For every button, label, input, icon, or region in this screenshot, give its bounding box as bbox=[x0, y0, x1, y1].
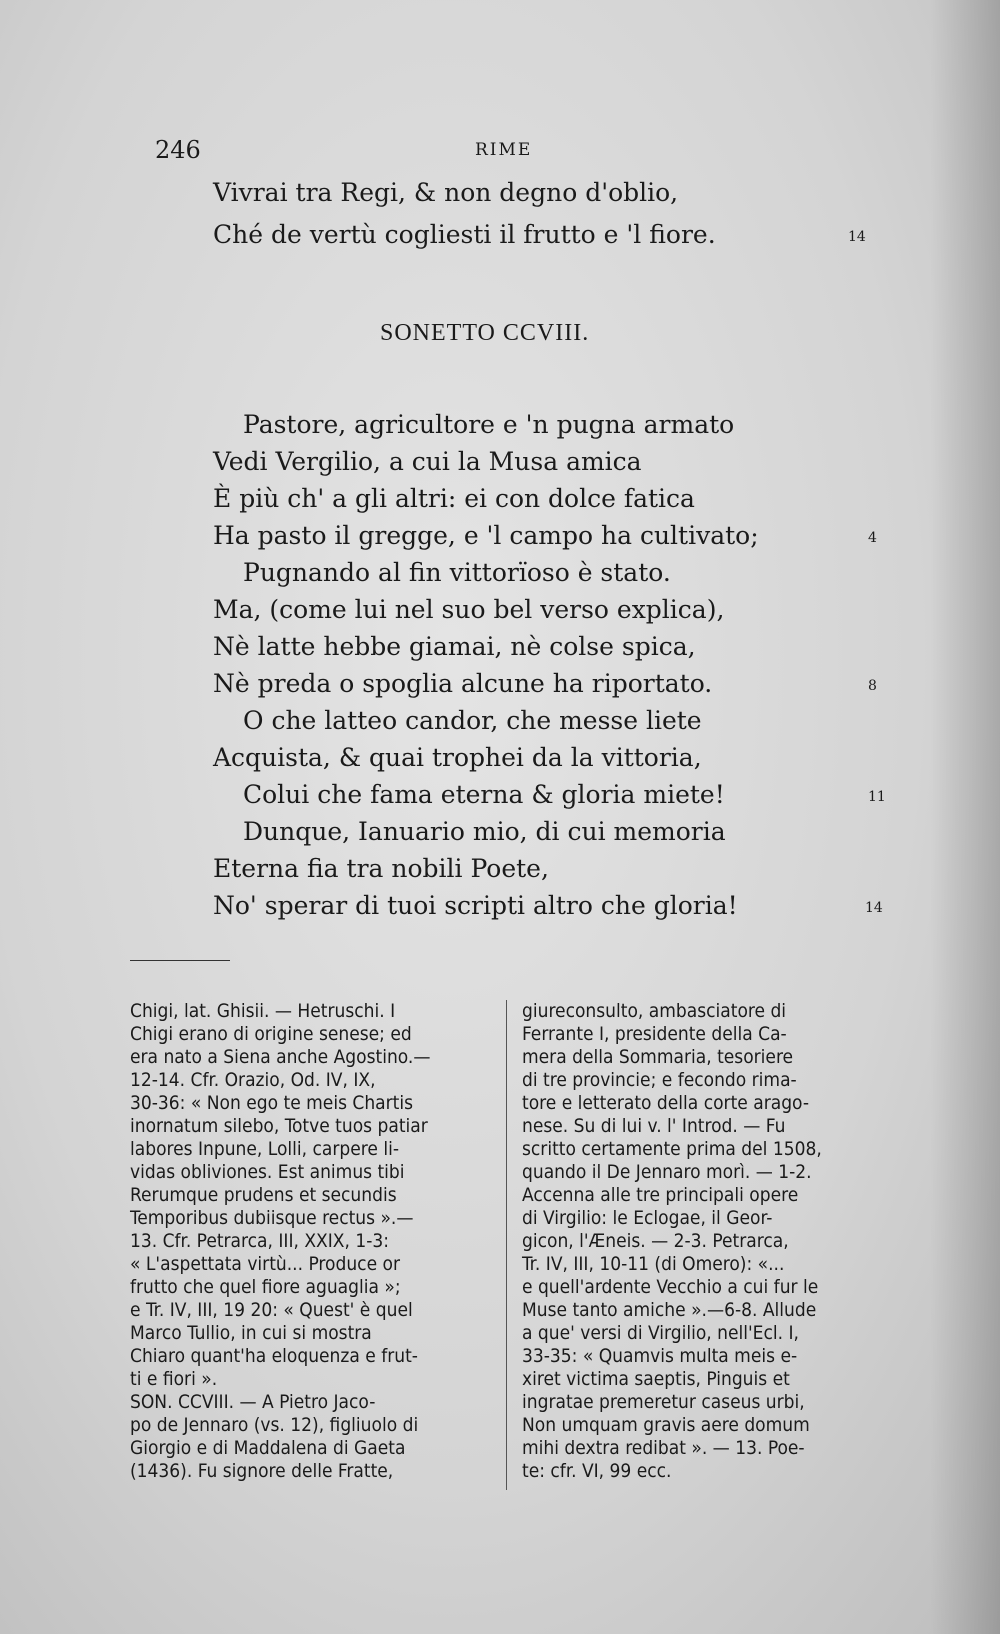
footnote-line: Accenna alle tre principali opere bbox=[522, 1184, 799, 1206]
footnote-line: « L'aspettata virtù... Produce or bbox=[130, 1253, 400, 1275]
line-number: 14 bbox=[848, 229, 866, 245]
footnote-line: (1436). Fu signore delle Fratte, bbox=[130, 1460, 394, 1482]
footnote-line: Giorgio e di Maddalena di Gaeta bbox=[130, 1437, 406, 1459]
footnote-line: Rerumque prudens et secundis bbox=[130, 1184, 397, 1206]
footnote-line: inornatum silebo, Totve tuos patiar bbox=[130, 1115, 428, 1137]
verse-line: Eterna fia tra nobili Poete, bbox=[213, 854, 549, 883]
verse-line: Nè preda o spoglia alcune ha riportato. bbox=[213, 669, 713, 698]
footnote-line: e quell'ardente Vecchio a cui fur le bbox=[522, 1276, 819, 1298]
footnote-line: 13. Cfr. Petrarca, III, XXIX, 1-3: bbox=[130, 1230, 390, 1252]
line-number: 14 bbox=[865, 900, 883, 916]
footnote-line: xiret victima saeptis, Pinguis et bbox=[522, 1368, 790, 1390]
footnote-line: frutto che quel fiore aguaglia »; bbox=[130, 1276, 401, 1298]
footnote-line: po de Jennaro (vs. 12), figliuolo di bbox=[130, 1414, 419, 1436]
footnote-line: a que' versi di Virgilio, nell'Ecl. I, bbox=[522, 1322, 799, 1344]
footnote-line: Temporibus dubiisque rectus ».— bbox=[130, 1207, 414, 1229]
footnote-line: ti e fiori ». bbox=[130, 1368, 218, 1390]
footnote-line: Marco Tullio, in cui si mostra bbox=[130, 1322, 372, 1344]
footnote-line: Chigi, lat. Ghisii. — Hetruschi. I bbox=[130, 1000, 396, 1022]
verse-line: È più ch' a gli altri: ei con dolce fatica bbox=[213, 484, 695, 513]
footnote-line: mera della Sommaria, tesoriere bbox=[522, 1046, 794, 1068]
page-gutter-shadow bbox=[930, 0, 1000, 1634]
footnote-line: gicon, l'Æneis. — 2-3. Petrarca, bbox=[522, 1230, 789, 1252]
footnote-line: quando il De Jennaro morì. — 1-2. bbox=[522, 1161, 812, 1183]
footnote-line: Ferrante I, presidente della Ca- bbox=[522, 1023, 787, 1045]
page-header bbox=[0, 136, 1000, 166]
line-number: 4 bbox=[868, 530, 877, 546]
footnote-line: Muse tanto amiche ».—6-8. Allude bbox=[522, 1299, 817, 1321]
verse-line: Ma, (come lui nel suo bel verso explica), bbox=[213, 595, 725, 624]
footnote-line: di Virgilio: le Eclogae, il Geor- bbox=[522, 1207, 773, 1229]
footnote-line: Chiaro quant'ha eloquenza e frut- bbox=[130, 1345, 418, 1367]
footnote-line: era nato a Siena anche Agostino.— bbox=[130, 1046, 431, 1068]
verse-line: Colui che fama eterna & gloria miete! bbox=[243, 780, 725, 809]
footnote-rule bbox=[130, 960, 230, 961]
footnote-line: nese. Su di lui v. l' Introd. — Fu bbox=[522, 1115, 786, 1137]
verse-line: No' sperar di tuoi scripti altro che gloria! bbox=[213, 891, 738, 920]
verse-line: Dunque, Ianuario mio, di cui memoria bbox=[243, 817, 726, 846]
footnote-line: di tre provincie; e fecondo rima- bbox=[522, 1069, 797, 1091]
footnote-line: giureconsulto, ambasciatore di bbox=[522, 1000, 787, 1022]
verse-line: Pastore, agricultore e 'n pugna armato bbox=[243, 410, 735, 439]
verse-line: Pugnando al fin vittorïoso è stato. bbox=[243, 558, 671, 587]
verse-line: Vedi Vergilio, a cui la Musa amica bbox=[213, 447, 642, 476]
footnote-line: 12-14. Cfr. Orazio, Od. IV, IX, bbox=[130, 1069, 376, 1091]
sonnet-title: SONETTO CCVIII. bbox=[380, 320, 590, 346]
footnote-line: Non umquam gravis aere domum bbox=[522, 1414, 810, 1436]
verse-line: Ché de vertù cogliesti il frutto e 'l fiore. bbox=[213, 220, 716, 249]
line-number: 11 bbox=[868, 789, 886, 805]
column-divider bbox=[506, 1000, 507, 1490]
footnote-line: e Tr. IV, III, 19 20: « Quest' è quel bbox=[130, 1299, 413, 1321]
verse-line: Ha pasto il gregge, e 'l campo ha cultivato; bbox=[213, 521, 759, 550]
verse-line: Vivrai tra Regi, & non degno d'oblio, bbox=[213, 178, 679, 207]
footnote-line: mihi dextra redibat ». — 13. Poe- bbox=[522, 1437, 805, 1459]
footnote-line: te: cfr. VI, 99 ecc. bbox=[522, 1460, 672, 1482]
running-head: RIME bbox=[475, 140, 533, 160]
footnote-line: vidas obliviones. Est animus tibi bbox=[130, 1161, 405, 1183]
page-number: 246 bbox=[155, 136, 201, 164]
footnote-line: scritto certamente prima del 1508, bbox=[522, 1138, 822, 1160]
footnote-line: SON. CCVIII. — A Pietro Jaco- bbox=[130, 1391, 376, 1413]
footnote-line: ingratae premeretur caseus urbi, bbox=[522, 1391, 805, 1413]
verse-line: Acquista, & quai trophei da la vittoria, bbox=[213, 743, 702, 772]
footnote-line: Chigi erano di origine senese; ed bbox=[130, 1023, 412, 1045]
footnote-line: Tr. IV, III, 10-11 (di Omero): «... bbox=[522, 1253, 785, 1275]
footnote-line: labores Inpune, Lolli, carpere li- bbox=[130, 1138, 400, 1160]
line-number: 8 bbox=[868, 678, 877, 694]
footnote-line: 30-36: « Non ego te meis Chartis bbox=[130, 1092, 414, 1114]
footnote-line: tore e letterato della corte arago- bbox=[522, 1092, 810, 1114]
footnote-line: 33-35: « Quamvis multa meis e- bbox=[522, 1345, 798, 1367]
verse-line: Nè latte hebbe giamai, nè colse spica, bbox=[213, 632, 696, 661]
verse-line: O che latteo candor, che messe liete bbox=[243, 706, 702, 735]
